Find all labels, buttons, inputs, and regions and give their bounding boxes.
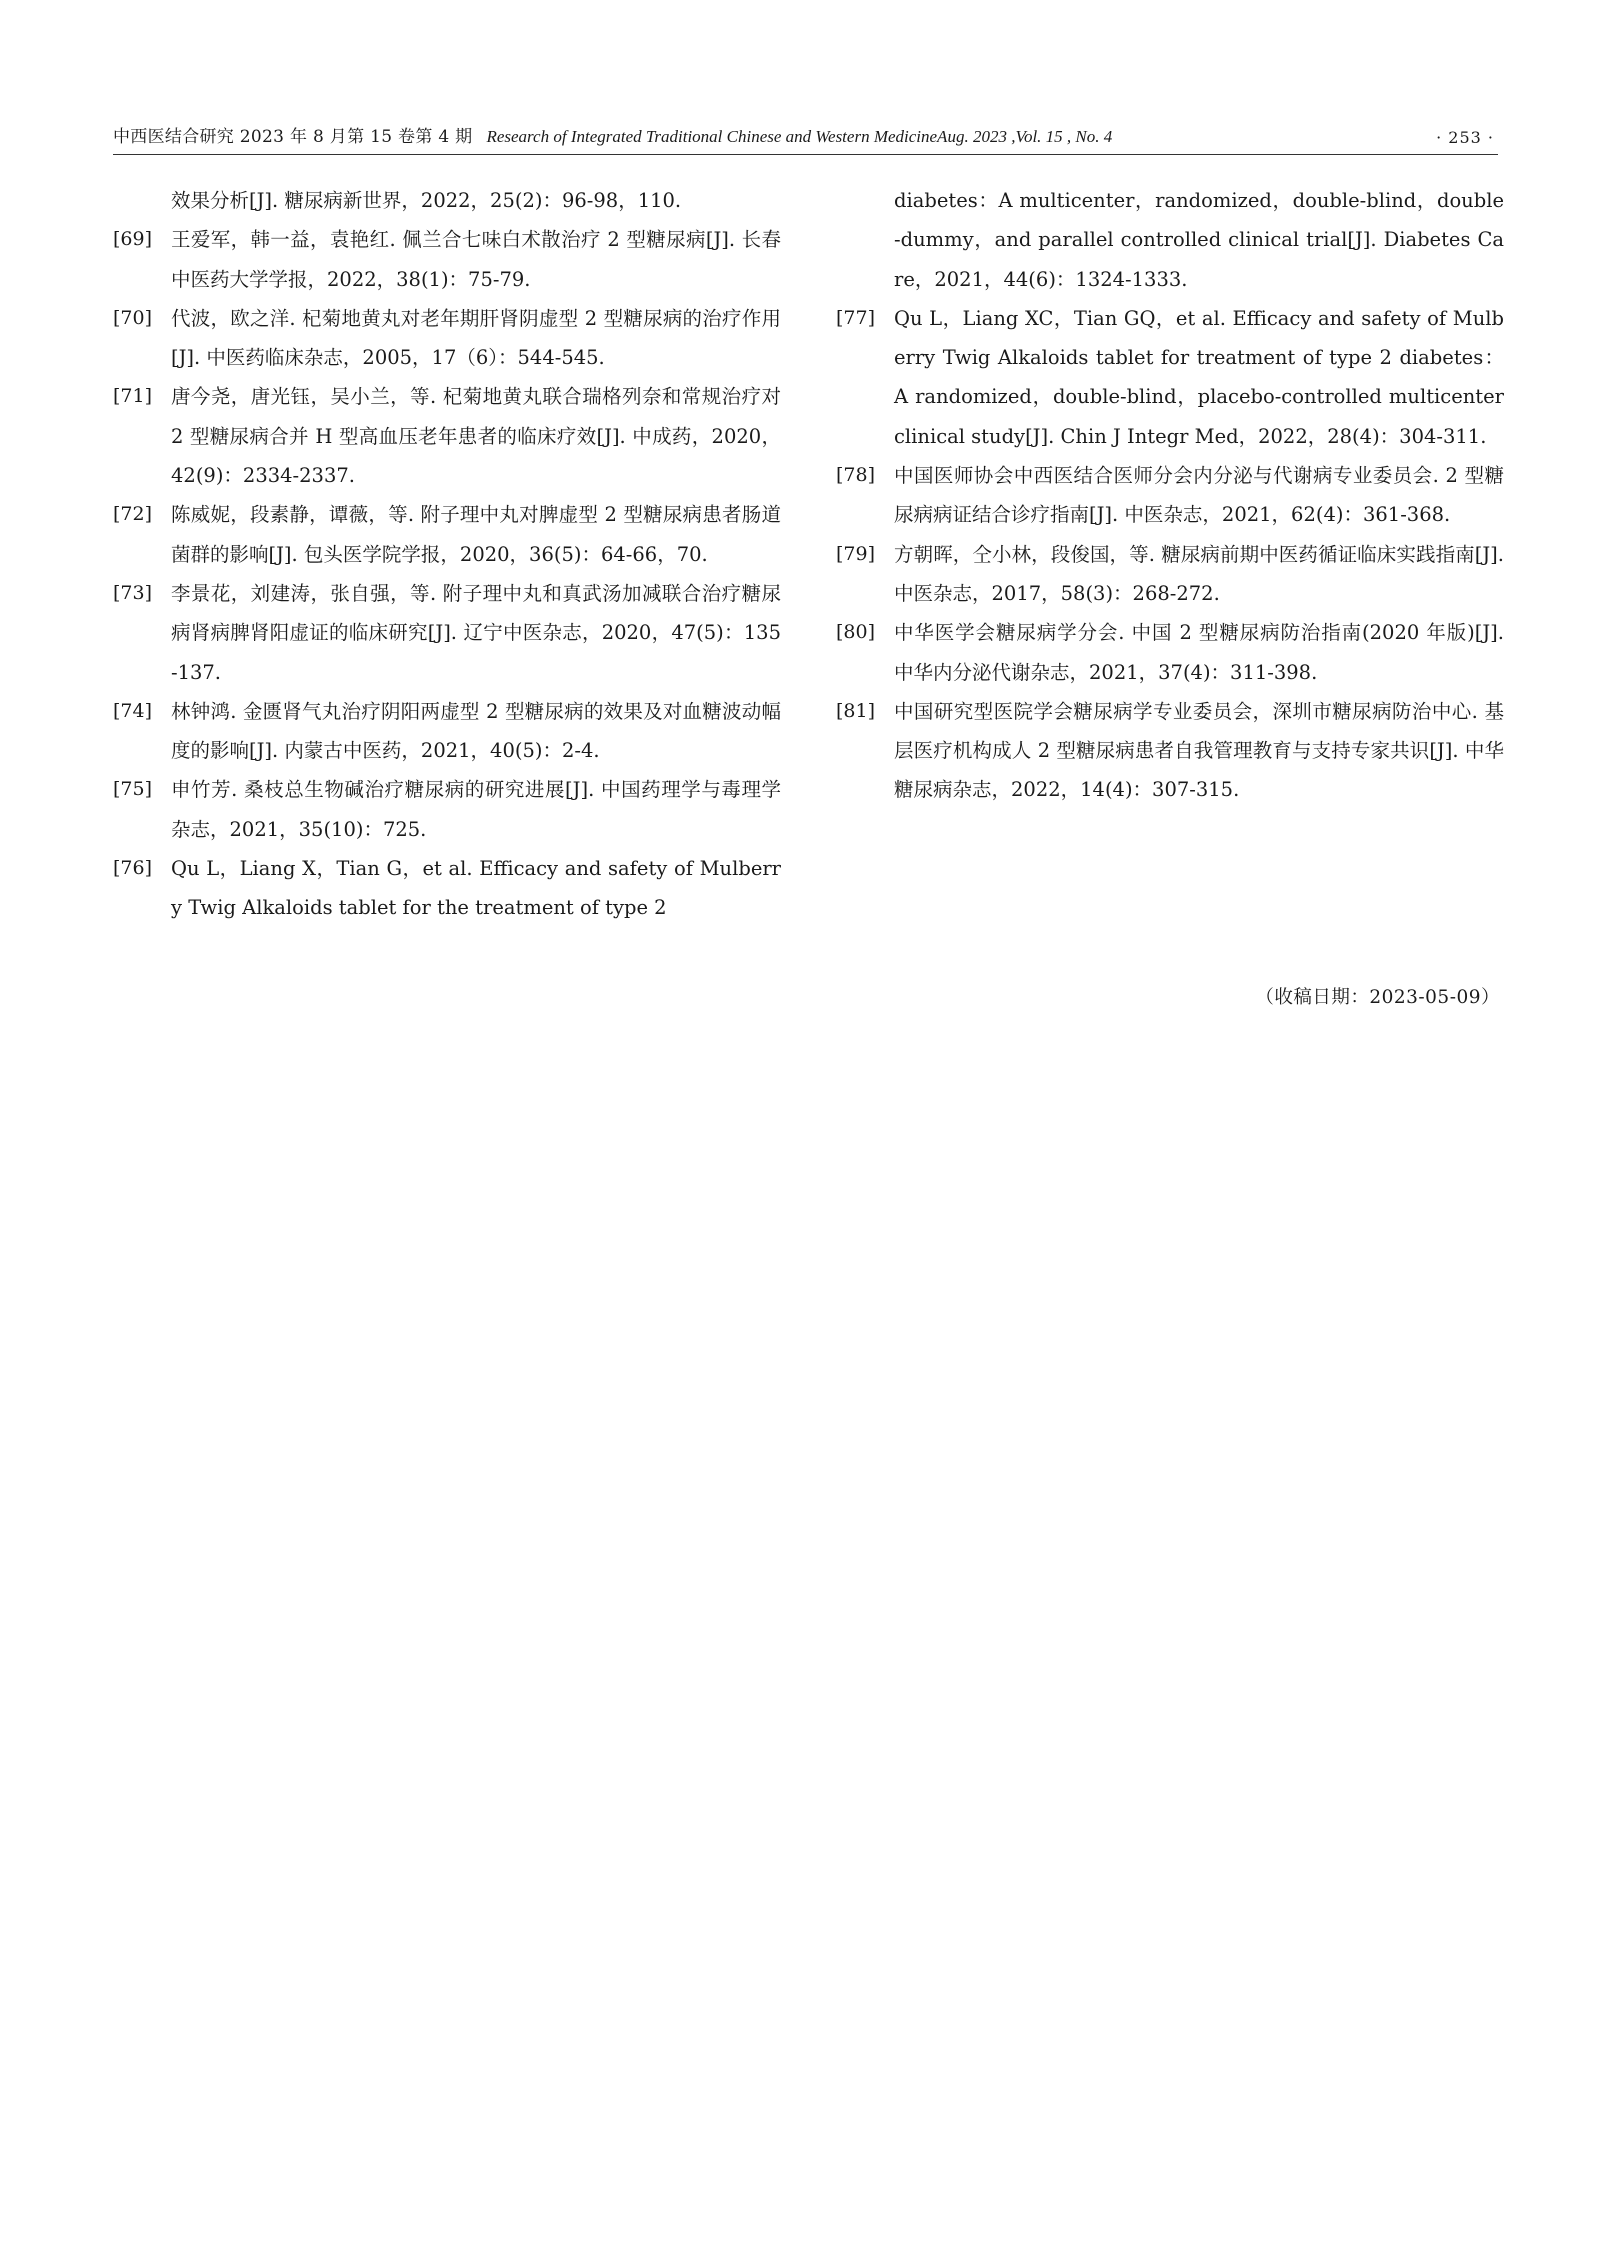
reference-item xyxy=(113,574,781,692)
reference-item xyxy=(836,299,1504,456)
reference-text: 代波，欧之洋. 杞菊地黄丸对老年期肝肾阴虚型 2 型糖尿病的治疗作用[J]. 中医药临床杂志，2005，17（6）：544-545. xyxy=(171,306,781,370)
journal-title-cn: 中西医结合研究 2023 年 8 月第 15 卷第 4 期 xyxy=(113,127,473,147)
reference-number: [69] xyxy=(113,228,153,251)
reference-text: 中国研究型医院学会糖尿病学专业委员会，深圳市糖尿病防治中心. 基层医疗机构成人 2 型糖尿病患者自我管理教育与支持专家共识[J]. 中华糖尿病杂志，2022，14(4)：307-315. xyxy=(894,699,1504,802)
page-number: · 253 · xyxy=(1436,128,1494,147)
running-header xyxy=(113,118,1498,155)
reference-text: 林钟鸿. 金匮肾气丸治疗阴阳两虚型 2 型糖尿病的效果及对血糖波动幅度的影响[J]. 内蒙古中医药，2021，40(5)：2-4. xyxy=(171,699,781,763)
reference-text: Qu L，Liang X，Tian G，et al. Efficacy and safety of Mulberry Twig Alkaloids tablet for the treatment of type 2 xyxy=(171,857,781,920)
reference-item xyxy=(113,495,781,574)
reference-number: [75] xyxy=(113,778,153,801)
reference-text: 王爱军，韩一益，袁艳红. 佩兰合七味白术散治疗 2 型糖尿病[J]. 长春中医药大学学报，2022，38(1)：75-79. xyxy=(171,228,781,291)
reference-number: [72] xyxy=(113,503,153,526)
right-column xyxy=(836,181,1504,810)
reference-number: [81] xyxy=(836,699,876,722)
reference-number: [73] xyxy=(113,581,153,604)
reference-number: [77] xyxy=(836,306,876,329)
reference-item xyxy=(836,613,1504,692)
reference-text: 中华医学会糖尿病学分会. 中国 2 型糖尿病防治指南(2020 年版)[J]. 中华内分泌代谢杂志，2021，37(4)：311-398. xyxy=(894,621,1504,684)
reference-item xyxy=(113,849,781,928)
reference-item xyxy=(113,770,781,849)
reference-text: 李景花，刘建涛，张自强，等. 附子理中丸和真武汤加减联合治疗糖尿病肾病脾肾阳虚证的临床研究[J]. 辽宁中医杂志，2020，47(5)：135-137. xyxy=(171,581,781,684)
reference-text: 方朝晖，仝小林，段俊国，等. 糖尿病前期中医药循证临床实践指南[J]. 中医杂志，2017，58(3)：268-272. xyxy=(894,542,1504,605)
reference-text: 中国医师协会中西医结合医师分会内分泌与代谢病专业委员会. 2 型糖尿病病证结合诊疗指南[J]. 中医杂志，2021，62(4)：361-368. xyxy=(894,464,1504,527)
reference-text: 申竹芳. 桑枝总生物碱治疗糖尿病的研究进展[J]. 中国药理学与毒理学杂志，2021，35(10)：725. xyxy=(171,778,781,841)
reference-number: [76] xyxy=(113,857,153,880)
reference-text: 唐今尧，唐光钰，吴小兰，等. 杞菊地黄丸联合瑞格列奈和常规治疗对 2 型糖尿病合并 H 型高血压老年患者的临床疗效[J]. 中成药，2020，42(9)：2334-2337. xyxy=(171,385,781,488)
reference-item xyxy=(836,535,1504,614)
journal-title-en: Research of Integrated Traditional Chinese and Western MedicineAug. 2023 ,Vol. 15 , No. 4 xyxy=(486,127,1113,146)
reference-number: [78] xyxy=(836,464,876,487)
reference-item xyxy=(113,692,781,771)
reference-text: Qu L，Liang XC，Tian GQ，et al. Efficacy and safety of Mulberry Twig Alkaloids tablet for treatment of type 2 diabetes：A randomized，double-blind，placebo-controlled multicenter clinical study[J]. Chin J Integr Med，2022，28(4)：304-311. xyxy=(894,306,1504,448)
left-column xyxy=(113,181,781,928)
reference-number: [71] xyxy=(113,385,153,408)
reference-item xyxy=(113,299,781,378)
reference-item xyxy=(836,692,1504,810)
reference-item xyxy=(836,456,1504,535)
reference-continuation: 效果分析[J]. 糖尿病新世界，2022，25(2)：96-98，110. xyxy=(171,189,682,212)
reference-number: [74] xyxy=(113,699,153,722)
reference-number: [70] xyxy=(113,306,153,329)
reference-number: [79] xyxy=(836,542,876,565)
reference-number: [80] xyxy=(836,621,876,644)
reference-text: 陈威妮，段素静，谭薇，等. 附子理中丸对脾虚型 2 型糖尿病患者肠道菌群的影响[J]. 包头医学院学报，2020，36(5)：64-66，70. xyxy=(171,503,781,566)
reference-continuation: diabetes：A multicenter，randomized，double-blind，double-dummy，and parallel controlled clinical trial[J]. Diabetes Care，2021，44(6)：1324-1333. xyxy=(894,189,1504,291)
reference-item xyxy=(113,220,781,299)
reference-item xyxy=(113,377,781,495)
received-date: （收稿日期：2023-05-09） xyxy=(1255,987,1500,1008)
